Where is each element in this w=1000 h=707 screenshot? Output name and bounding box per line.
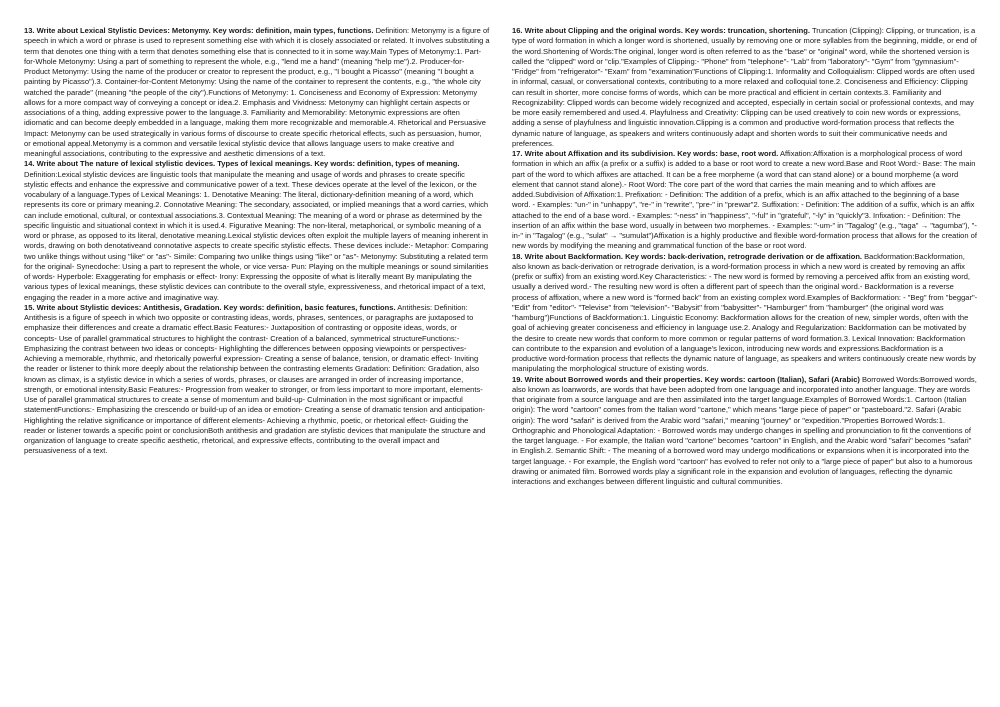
- question-title: 18. Write about Backformation. Key words: back-derivation, retrograde derivation or de affixation.: [512, 251, 863, 261]
- question-16: [512, 26, 978, 149]
- question-body: Affixation:Affixation is a morphological process of word formation in which an affix (a prefix or a suffix) is added to a base or root word to create a new word.Base and Root Word:- Base: The main part of the word to which affixes are attached. It can be a free morpheme (a word that can stand alone) or a bound morpheme (a word element that cannot stand alone).- Root Word: The core part of the word that carries the main meaning and to which affixes are added.Subdivision of Affixation:1. Prefixation: - Definition: The addition of a prefix, which is an affix attached to the beginning of a base word. - Examples: "un-" in "unhappy", "re-" in "rewrite", "pre-" in "prewar"2. Suffixation: - Definition: The addition of a suffix, which is an affix attached to the end of a base word. - Examples: "-ness" in "happiness", "-ful" in "grateful", "-ly" in "quickly"3. Infixation: - Definition: The insertion of an affix within the base word, usually in between two morphemes. - Examples: "-um-" in "Tagalog" (e.g., "taga" → "tagumba"), "-in-" in "Tagalog" (e.g., "sulat" → "sumulat")Affixation is a highly productive and flexible word-formation process that allows for the creation of new words by modifying the meaning and grammatical function of the base or root word.: [512, 149, 977, 251]
- question-18: [512, 252, 978, 375]
- question-body: Definition: Metonymy is a figure of speech in which a word or phrase is used to represent something else with which it is closely associated or related. It involves substituting a term that denotes one thing with a term that denotes something else that is connected to it in some way.Main Types of Metonymy:1. Part-for-Whole Metonymy: Using a part of something to represent the whole, e.g., "lend me a hand" (meaning "help me").2. Producer-for-Product Metonymy: Using the name of the producer or creator to represent the product, e.g., "I bought a Picasso" (meaning "I bought a painting by Picasso").3. Container-for-Content Metonymy: Using the name of the container to represent the contents, e.g., "the whole city watched the parade" (meaning "the people of the city").Functions of Metonymy: 1. Conciseness and Economy of Expression: Metonymy allows for a more compact way of conveying a concept or idea.2. Emphasis and Vividness: Metonymy can highlight certain aspects or associations of a thing, adding expressive power to the language.3. Familiarity and Memorability: Metonymic expressions are often idiomatic and can become deeply embedded in a language, making them more recognizable and memorable.4. Rhetorical and Persuasive Impact: Metonymy can be used strategically in various forms of discourse to create specific rhetorical effects, such as persuasion, humor, or emotional appeal.Metonymy is a common and versatile lexical stylistic device that allows language users to make creative and meaningful associations, contributing to the expressive and aesthetic dimensions of a text.: [24, 26, 490, 158]
- question-14: [24, 159, 490, 303]
- question-title: 15. Write about Stylistic devices: Antithesis, Gradation. Key words: definition, basic features, functions.: [24, 302, 396, 312]
- left-column: [24, 26, 490, 687]
- question-title: 14. Write about The nature of lexical stylistic devices. Types of lexical meanings. Key words: definition, types of meaning.: [24, 159, 460, 169]
- question-body: Truncation (Clipping): Clipping, or truncation, is a type of word formation in which a longer word is shortened, usually by removing one or more syllables from the beginning, middle, or end of the word.Shortening of Words:The original, longer word is often referred to as the "base" or "original" word, while the shortened version is called the "clipped" word or "clip."Examples of Clipping:- "Phone" from "telephone"- "Lab" from "laboratory"- "Gym" from "gymnasium"- "Fridge" from "refrigerator"- "Exam" from "examination"Functions of Clipping:1. Informality and Colloquialism: Clipped words are often used in informal, casual, or conversational contexts, contributing to a more relaxed and colloquial tone.2. Conciseness and Efficiency: Clipping can result in shorter, more concise forms of words, which can be more practical and efficient in certain contexts.3. Familiarity and Recognizability: Clipped words can become widely recognized and accepted, especially in certain social or professional contexts, and may be more easily remembered and used.4. Playfulness and Creativity: Clipping can be used creatively to coin new words or expressions, adding a sense of playfulness and linguistic innovation.Clipping is a common and productive word-formation process that reflects the dynamic nature of language, as speakers and writers continuously adapt and shorten words to suit their communicative needs and preferences.: [512, 26, 977, 148]
- question-title: 13. Write about Lexical Stylistic Devices: Metonymy. Key words: definition, main types, functions.: [24, 26, 374, 35]
- question-title: 17. Write about Affixation and its subdivision. Key words: base, root word.: [512, 149, 779, 158]
- question-17: [512, 149, 978, 252]
- question-body: Definition:Lexical stylistic devices are linguistic tools that manipulate the meaning and usage of words and phrases to create specific stylistic effects and enhance the expressive and communicative power of a text. These devices operate at the level of the lexicon, or the vocabulary of a language.Types of Lexical Meanings: 1. Denotative Meaning: The literal, dictionary-definition meaning of a word, which represents its core or primary meaning.2. Connotative Meaning: The secondary, associated, or implied meanings that a word carries, which can include emotional, cultural, or contextual associations.3. Contextual Meaning: The meaning of a word or phrase as determined by the specific linguistic and situational context in which it is used.4. Figurative Meaning: The non-literal, metaphorical, or symbolic meaning of a word or phrase, as opposed to its literal, denotative meaning.Lexical stylistic devices often exploit the multiple layers of meaning inherent in words, drawing on both denotativeand connotative aspects to create specific stylistic effects. These devices include:- Metaphor: Comparing two unlike things without using "like" or "as"- Simile: Comparing two unlike things using "like" or "as"- Metonymy: Substituting a related term for the original- Synecdoche: Using a part to represent the whole, or vice versa- Pun: Playing on the multiple meanings or sound similarities of words- Hyperbole: Exaggerating for emphasis or effect- Irony: Expressing the opposite of what is literally meant By manipulating the various types of lexical meanings, these stylistic devices can contribute to the overall style, expressiveness, and rhetorical impact of a text, engaging the reader in a more active and imaginative way.: [24, 169, 489, 302]
- question-title: 19. Write about Borrowed words and their properties. Key words: cartoon (Italian), Safari (Arabic): [512, 374, 860, 384]
- right-column: [512, 26, 978, 687]
- question-body: Antithesis: Definition: Antithesis is a figure of speech in which two opposite or contrasting ideas, words, phrases, sentences, or paragraphs are juxtaposed to emphasize their differences and create a dramatic effect.Basic Features:- Juxtaposition of contrasting or opposite ideas, words, or concepts- Use of parallel grammatical structures to highlight the contrast- Creation of a balanced, symmetrical structureFunctions:- Emphasizing the contrast between two ideas or concepts- Highlighting the differences between opposing viewpoints or perspectives- Achieving a memorable, rhythmic, and rhetorically powerful expression- Creating a sense of balance, tension, or dramatic effect- Inviting the reader or listener to think more deeply about the relationship between the contrasting elements Gradation: Definition: Gradation, also known as climax, is a stylistic device in which a series of words, phrases, or clauses are arranged in order of increasing importance, strength, or emotional intensity.Basic Features:- Progression from weaker to stronger, or from less important to more important, elements- Use of parallel grammatical structures to create a sense of momentum and build-up- Culmination in the most significant or impactful statementFunctions:- Emphasizing the crescendo or build-up of an idea or emotion- Creating a sense of dramatic tension and anticipation- Highlighting the relative significance or importance of different elements- Achieving a rhythmic, poetic, or rhetorical effect- Guiding the reader or listener towards a specific point or conclusionBoth antithesis and gradation are stylistic devices that manipulate the structure and organization of language to create specific aesthetic, rhetorical, and expressive effects, contributing to the overall impact and persuasiveness of a text.: [24, 302, 486, 456]
- question-body: Borrowed Words:Borrowed words, also known as loanwords, are words that have been adopted from one language and incorporated into another language. They are words that originate from a source language and are then assimilated into the target language.Examples of Borrowed Words:1. Cartoon (Italian origin): The word "cartoon" comes from the Italian word "cartone," which means "large piece of paper" or "pasteboard."2. Safari (Arabic origin): The word "safari" is derived from the Arabic word "safari," meaning "journey" or "expedition."Properties Borrowed Words:1. Orthographic and Phonological Adaptation: - Borrowed words may undergo changes in spelling and pronunciation to fit the conventions of the target language. - For example, the Italian word "cartone" becomes "cartoon" in English, and the Arabic word "safari" becomes "safari" in English.2. Semantic Shift: - The meaning of a borrowed word may undergo modifications or expansions when it is incorporated into the target language. - For example, the English word "cartoon" has evolved to refer not only to a "large piece of paper" but also to a humorous drawing or animated film. Borrowed words play a significant role in the expansion and evolution of languages, reflecting the dynamic interactions and exchanges between different linguistic and cultural communities.: [512, 374, 977, 486]
- question-body: Backformation:Backformation, also known as back-derivation or retrograde derivation, is a word-formation process in which a new word is created by removing an affix (prefix or suffix) from an existing word.Key Characteristics: - The new word is formed by removing a perceived affix from an existing word, usually a derived word.- The resulting new word is often a different part of speech than the original word.- Backformation is a reverse process of affixation, where a new word is "formed back" from an existing complex word.Examples of Backformation: - "Beg" from "beggar"- "Edit" from "editor"- "Televise" from "television"- "Babysit" from "babysitter"- "Hamburger" from "hamburger" (the original word was "hamburg")Functions of Backformation:1. Linguistic Economy: Backformation allows for the creation of new, simpler words, often with the goal of achieving greater conciseness and efficiency in language use.2. Analogy and Regularization: Backformation can be motivated by the desire to create new words that conform to more common or regular patterns of word formation.3. Lexical Innovation: Backformation can contribute to the expansion and evolution of a language's lexicon, introducing new words and expressions.Backformation is a productive word-formation process that reflects the dynamic nature of language, as speakers and writers continuously create new words by manipulating the morphological structure of existing words.: [512, 251, 978, 374]
- question-19: [512, 375, 978, 488]
- question-15: [24, 303, 490, 457]
- question-title: 16. Write about Clipping and the original words. Key words: truncation, shortening.: [512, 26, 810, 35]
- question-13: [24, 26, 490, 159]
